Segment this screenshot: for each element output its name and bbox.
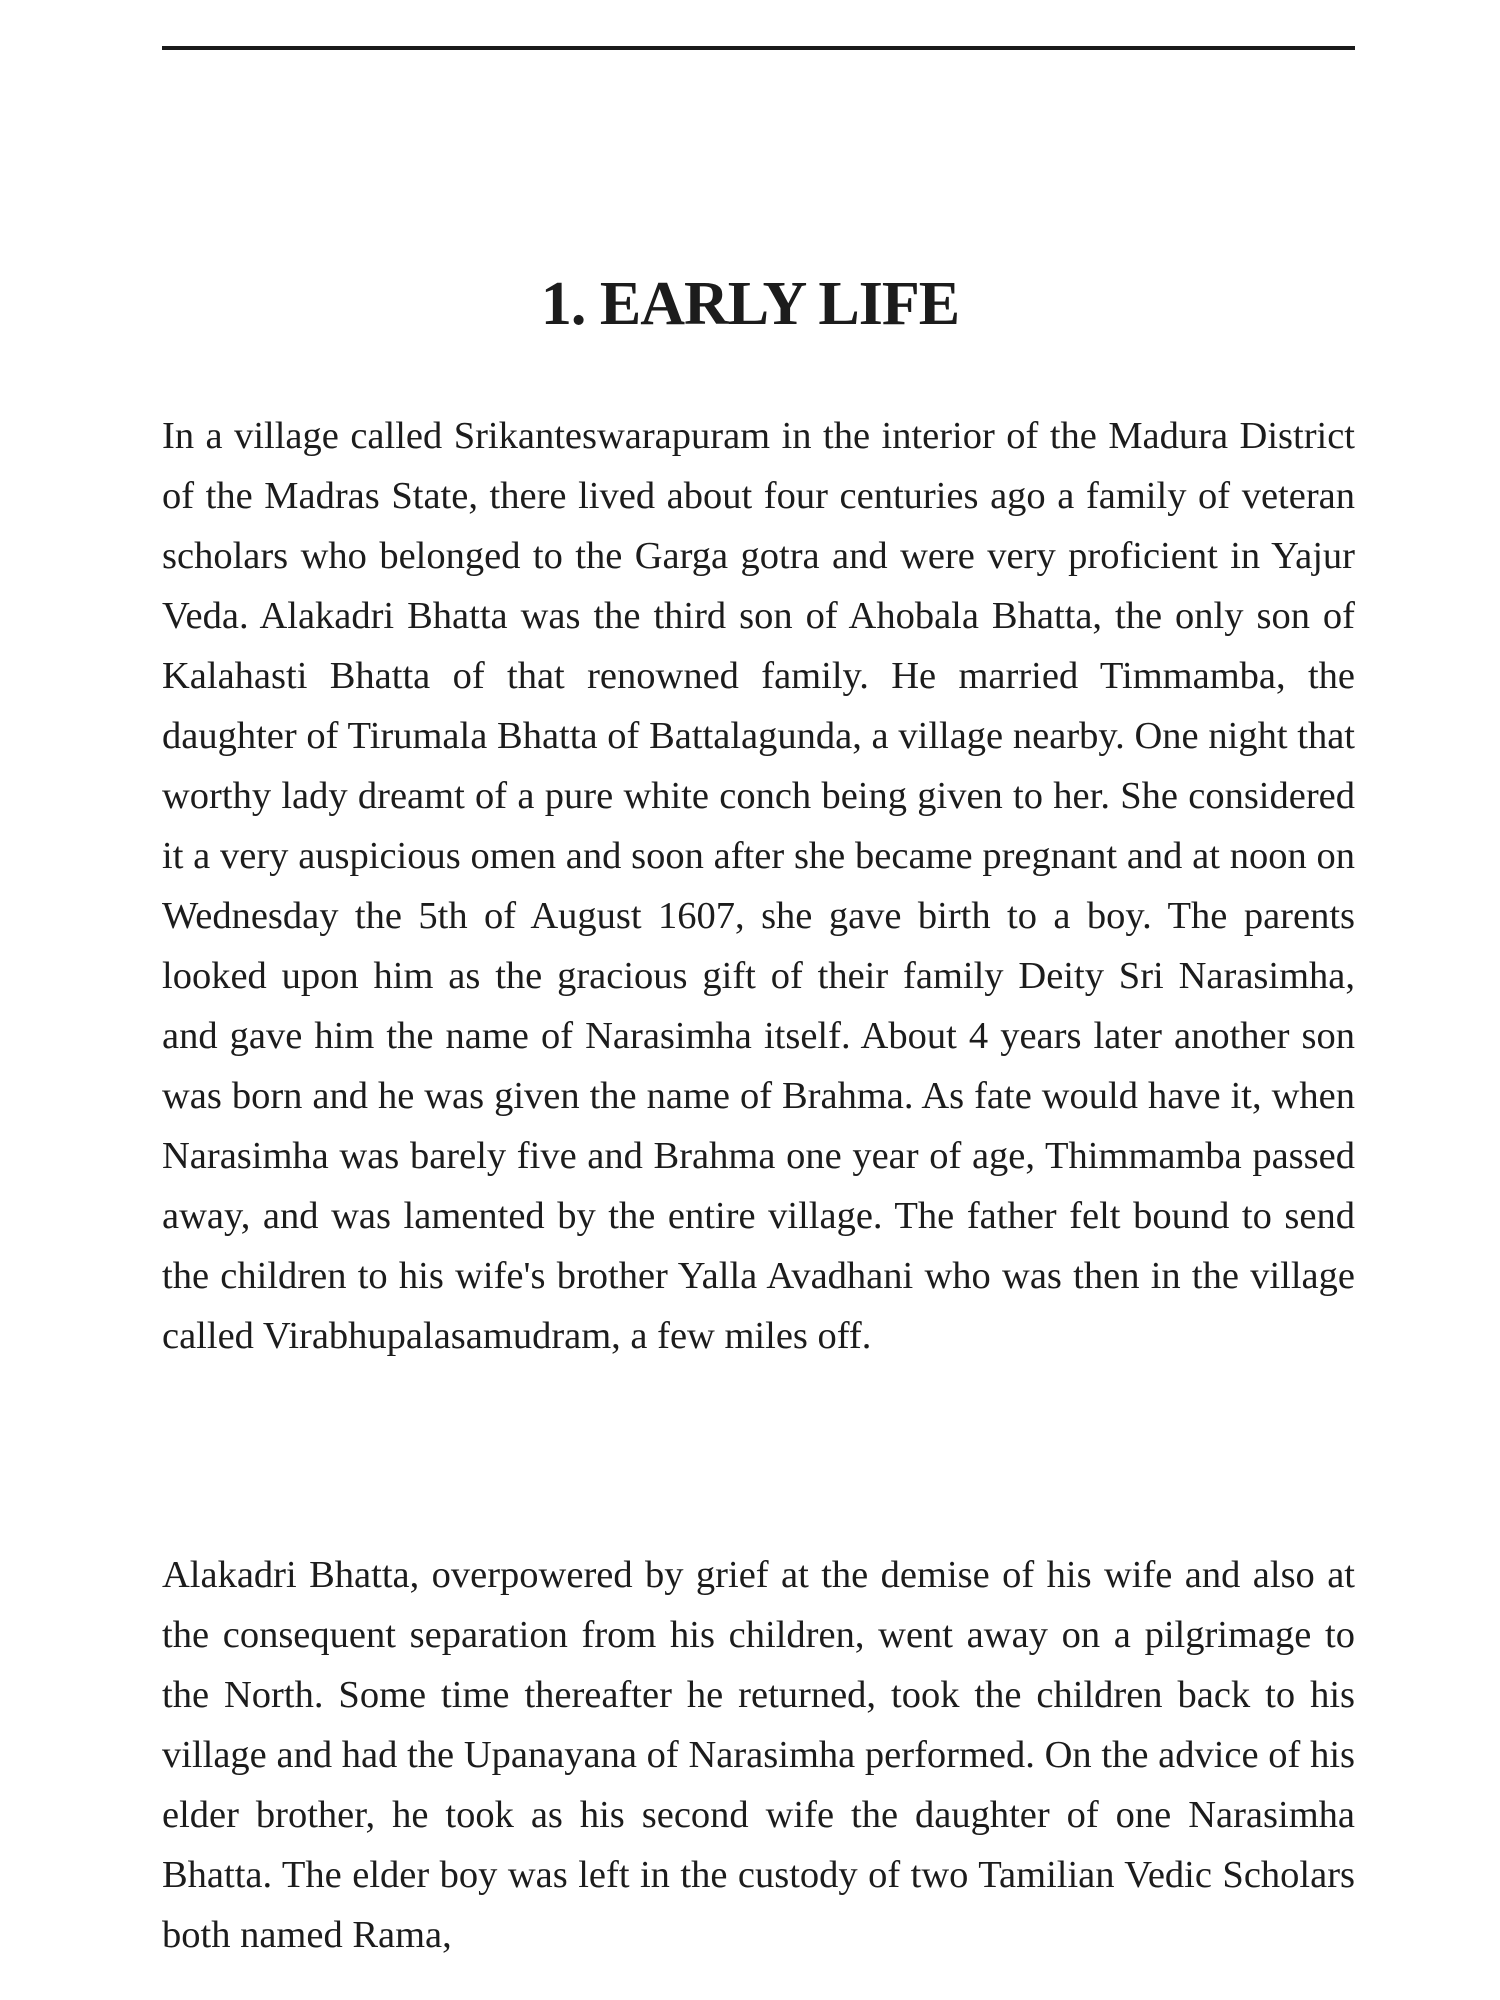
paragraph-1: In a village called Srikanteswarapuram in the interior of the Madura District of the Madras State, there lived about four centuries ago a family of veteran scholars who belonged to the Garga gotra and were very proficient in Yajur Veda. Alakadri Bhatta was the third son of Ahobala Bhatta, the only son of Kalahasti Bhatta of that renowned family. He married Timmamba, the daughter of Tirumala Bhatta of Battalagunda, a village nearby. One night that worthy lady dreamt of a pure white conch being given to her. She considered it a very auspicious omen and soon after she became pregnant and at noon on Wednesday the 5th of August 1607, she gave birth to a boy. The parents looked upon him as the gracious gift of their family Deity Sri Narasimha, and gave him the name of Narasimha itself. About 4 years later another son was born and he was given the name of Brahma. As fate would have it, when Narasimha was barely five and Brahma one year of age, Thimmamba passed away, and was lamented by the entire village. The father felt bound to send the children to his wife's brother Yalla Avadhani who was then in the village called Virabhupalasamudram, a few miles off. (162, 415, 1355, 1357)
top-rule (162, 46, 1355, 50)
chapter-title: 1. EARLY LIFE (540, 270, 960, 338)
paragraph-2: Alakadri Bhatta, overpowered by grief at the demise of his wife and also at the consequent separation from his children, went away on a pilgrimage to the North. Some time thereafter he returned, took the children back to his village and had the Upanayana of Narasimha performed. On the advice of his elder brother, he took as his second wife the daughter of one Narasimha Bhatta. The elder boy was left in the custody of two Tamilian Vedic Scholars both named Rama, (162, 1554, 1355, 1956)
